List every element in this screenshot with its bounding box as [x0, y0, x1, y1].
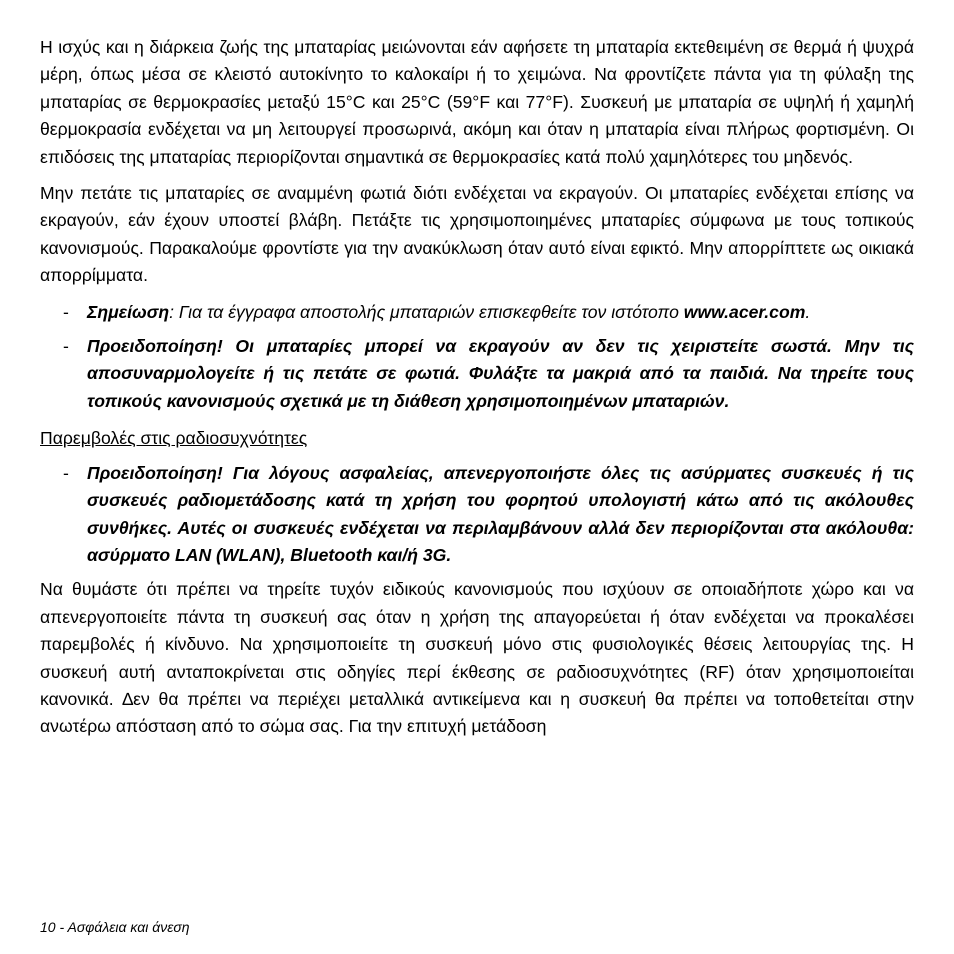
note-label: Σημείωση — [87, 301, 170, 322]
bullet-dash: - — [63, 336, 69, 357]
wireless-warning-text: Προειδοποίηση! Για λόγους ασφαλείας, απενεργοποιήστε όλες τις ασύρματες συσκευές ή τις συσκευές ραδιομετάδοσης κατά τη χρήση του φορητού υπολογιστή κάτω από τις ακόλουθες συνθήκες. Αυτές οι συσκευές ενδέχεται να περιλαμβάνουν αλλά δεν περιορίζονται στα ακόλουθα: ασύρματο LAN (WLAN), Bluetooth και/ή 3G. — [87, 462, 914, 565]
battery-disposal-paragraph: Μην πετάτε τις μπαταρίες σε αναμμένη φωτιά διότι ενδέχεται να εκραγούν. Οι μπαταρίες ενδέχεται επίσης να εκραγούν, εάν έχουν υποστεί βλάβη. Πετάξτε τις χρησιμοποιημένες μπαταρίες σύμφωνα με τους τοπικούς κανονισμούς. Παρακαλούμε φροντίστε για την ανακύκλωση όταν αυτό είναι εφικτό. Μην απορρίπτετε ως οικιακά απορρίμματα. — [40, 183, 914, 286]
section-heading: Παρεμβολές στις ραδιοσυχνότητες — [40, 428, 308, 449]
note-end: . — [805, 301, 811, 322]
note-bullet — [40, 299, 914, 326]
acer-website-link[interactable]: www.acer.com — [683, 301, 806, 322]
bullet-dash: - — [63, 301, 69, 322]
document-body — [40, 34, 914, 750]
battery-warning-bullet — [40, 333, 914, 415]
wireless-warning-bullet — [40, 460, 914, 570]
note-text: : Για τα έγγραφα αποστολής μπαταριών επισκεφθείτε τον ιστότοπο — [169, 301, 684, 322]
bullet-dash: - — [63, 462, 69, 483]
battery-warning-text: Προειδοποίηση! Οι μπαταρίες μπορεί να εκραγούν αν δεν τις χειριστείτε σωστά. Μην τις αποσυναρμολογείτε ή τις πετάτε σε φωτιά. Φυλάξτε τα μακριά από τα παιδιά. Να τηρείτε τους τοπικούς κανονισμούς σχετικά με τη διάθεση χρησιμοποιημένων μπαταριών. — [87, 336, 914, 411]
page-footer: 10 - Ασφάλεια και άνεση — [40, 919, 190, 935]
battery-temperature-paragraph: Η ισχύς και η διάρκεια ζωής της μπαταρίας μειώνονται εάν αφήσετε τη μπαταρία εκτεθειμένη σε θερμά ή ψυχρά μέρη, όπως μέσα σε κλειστό αυτοκίνητο το καλοκαίρι ή το χειμώνα. Να φροντίζετε πάντα για τη φύλαξη της μπαταρίας σε θερμοκρασίες μεταξύ 15°C και 25°C (59°F και 77°F). Συσκευή με μπαταρία σε υψηλή ή χαμηλή θερμοκρασία ενδέχεται να μη λειτουργεί προσωρινά, ακόμη και όταν η μπαταρία είναι πλήρως φορτισμένη. Οι επιδόσεις της μπαταρίας περιορίζονται σημαντικά σε θερμοκρασίες κατά πολύ χαμηλότερες του μηδενός. — [40, 37, 914, 167]
rf-regulations-paragraph: Να θυμάστε ότι πρέπει να τηρείτε τυχόν ειδικούς κανονισμούς που ισχύουν σε οποιαδήποτε χώρο και να απενεργοποιείτε πάντα τη συσκευή σας όταν η χρήση της απαγορεύεται ή όταν ενδέχεται να προκαλέσει παρεμβολές ή κίνδυνο. Να χρησιμοποιείτε τη συσκευή μόνο στις φυσιολογικές θέσεις λειτουργίας της. Η συσκευή αυτή ανταποκρίνεται στις οδηγίες περί έκθεσης σε ραδιοσυχνότητες (RF) όταν χρησιμοποιείται κανονικά. ∆εν θα πρέπει να περιέχει μεταλλικά αντικείμενα και η συσκευή θα πρέπει να τοποθετείται στην ανωτέρω απόσταση από το σώμα σας. Για την επιτυχή μετάδοση — [40, 579, 914, 737]
